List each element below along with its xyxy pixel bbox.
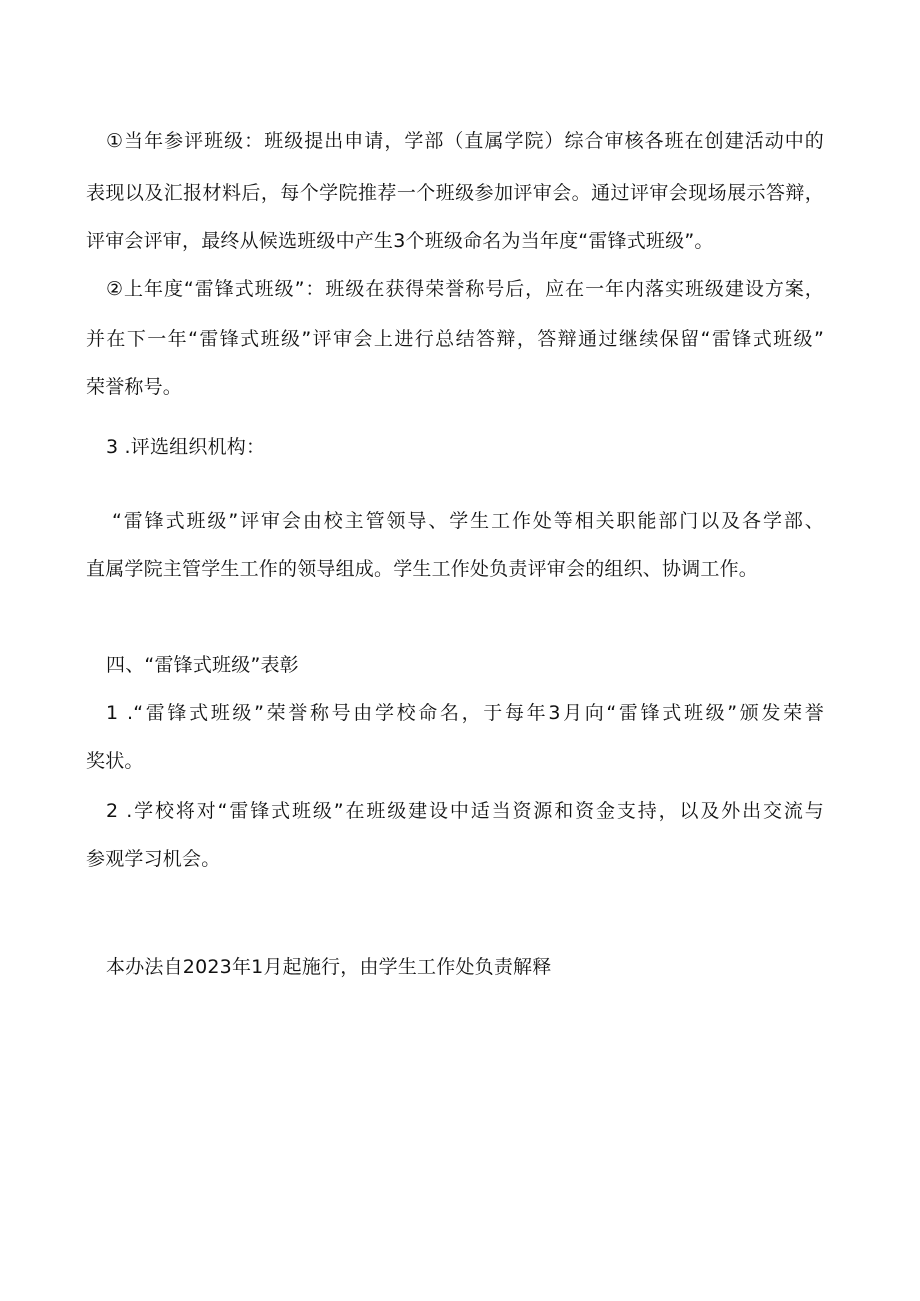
closing-statement: 本办法自2023年1月起施行，由学生工作处负责解释	[106, 956, 552, 978]
text-line: 荣誉称号。	[86, 376, 183, 398]
text-line: ①当年参评班级：班级提出申请，学部（直属学院）综合审核各班在创建活动中的	[106, 130, 824, 152]
section-item-heading: 3 .评选组织机构：	[106, 436, 266, 458]
text-line: 参观学习机会。	[86, 848, 221, 870]
text-line: ②上年度“雷锋式班级”：班级在获得荣誉称号后，应在一年内落实班级建设方案，	[106, 278, 824, 300]
text-line: “雷锋式班级”评审会由校主管领导、学生工作处等相关职能部门以及各学部、	[112, 510, 824, 532]
text-line: 奖状。	[86, 750, 144, 772]
text-line: 1 .“雷锋式班级”荣誉称号由学校命名，于每年3月向“雷锋式班级”颁发荣誉	[106, 702, 824, 724]
text-line: 2 .学校将对“雷锋式班级”在班级建设中适当资源和资金支持，以及外出交流与	[106, 800, 824, 822]
text-line: 直属学院主管学生工作的领导组成。学生工作处负责评审会的组织、协调工作。	[86, 558, 759, 580]
text-line: 评审会评审，最终从候选班级中产生3个班级命名为当年度“雷锋式班级”。	[86, 230, 714, 252]
section-heading: 四、“雷锋式班级”表彰	[106, 654, 299, 676]
text-line: 表现以及汇报材料后，每个学院推荐一个班级参加评审会。通过评审会现场展示答辩，	[86, 182, 824, 204]
text-line: 并在下一年“雷锋式班级”评审会上进行总结答辩，答辩通过继续保留“雷锋式班级”	[86, 328, 824, 350]
